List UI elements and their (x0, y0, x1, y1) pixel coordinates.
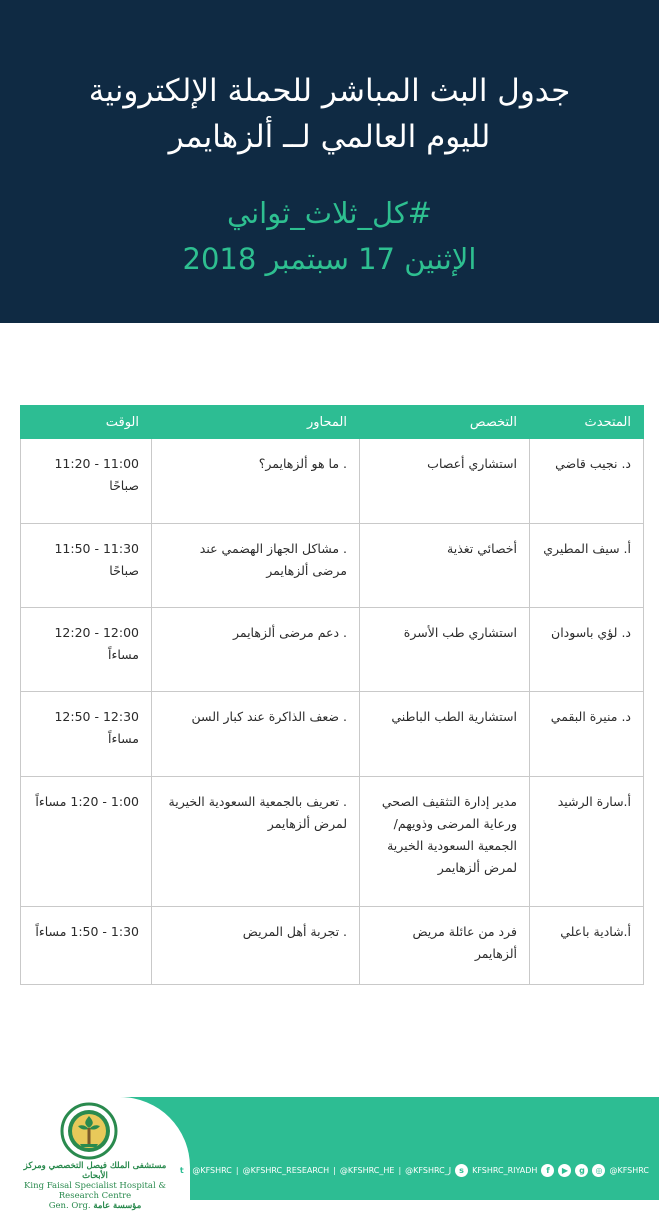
hospital-logo-icon (60, 1102, 118, 1160)
specialty-cell: استشارية الطب الباطني (360, 692, 530, 777)
time-cell: 11:30 - 11:50 صباحًا (21, 524, 152, 608)
time-cell: 12:00 - 12:20 مساءاً (21, 608, 152, 692)
time-cell: 1:30 - 1:50 مساءاً (21, 907, 152, 985)
table-row (21, 777, 644, 907)
header-speaker: المتحدث (530, 406, 644, 439)
topic-cell: . تعريف بالجمعية السعودية الخيرية لمرض ألزهايمر (152, 777, 360, 907)
logo-english-name: King Faisal Specialist Hospital & Research Centre (24, 1181, 166, 1201)
speaker-cell: د. نجيب قاضي (530, 439, 644, 524)
time-cell: 11:00 - 11:20 صباحًا (21, 439, 152, 524)
specialty-cell: مدير إدارة التثقيف الصحي ورعاية المرضى وذويهم/الجمعية السعودية الخيرية لمرض ألزهايمر (360, 777, 530, 907)
logo-arabic-name: مستشفى الملك فيصل التخصصي ومركز الأبحاث (23, 1161, 167, 1181)
subtitle-block (0, 190, 659, 282)
specialty-cell: أخصائي تغذية (360, 524, 530, 608)
title-line-1: جدول البث المباشر للحملة الإلكترونية (88, 73, 571, 109)
speaker-cell: أ.سارة الرشيد (530, 777, 644, 907)
logo-org-arabic: مؤسسة عامة (93, 1201, 142, 1211)
topic-cell: . مشاكل الجهاز الهضمي عند مرضى ألزهايمر (152, 524, 360, 608)
instagram-icon[interactable]: ◎ (592, 1164, 605, 1177)
topic-cell: . ضعف الذاكرة عند كبار السن (152, 692, 360, 777)
speaker-cell: د. لؤي باسودان (530, 608, 644, 692)
table-row (21, 907, 644, 985)
main-handle[interactable]: @KFSHRC (609, 1165, 649, 1175)
topic-cell: . ما هو ألزهايمر؟ (152, 439, 360, 524)
title-line-2: لليوم العالمي لــ ألزهايمر (168, 119, 491, 155)
logo-org: Gen. Org. (48, 1201, 91, 1211)
header-banner (0, 0, 659, 323)
table-row (21, 608, 644, 692)
time-cell: 12:30 - 12:50 مساءاً (21, 692, 152, 777)
table-row (21, 439, 644, 524)
title-block (0, 68, 659, 160)
table-row (21, 524, 644, 608)
twitter-handle[interactable]: @KFSHRC_RESEARCH (242, 1165, 330, 1175)
event-date: الإثنين 17 سبتمبر 2018 (182, 242, 477, 276)
facebook-icon[interactable]: f (541, 1164, 554, 1177)
twitter-handle[interactable]: @KFSHRC_J (405, 1165, 452, 1175)
separator: | (235, 1165, 239, 1175)
youtube-icon[interactable]: ▶ (558, 1164, 571, 1177)
table-header-row (21, 406, 644, 439)
topic-cell: . تجربة أهل المريض (152, 907, 360, 985)
speaker-cell: د. منيرة البقمي (530, 692, 644, 777)
speaker-cell: أ. سيف المطيري (530, 524, 644, 608)
header-time: الوقت (21, 406, 152, 439)
separator: | (398, 1165, 402, 1175)
riyadh-handle[interactable]: KFSHRC_RIYADH (472, 1165, 538, 1175)
header-topics: المحاور (152, 406, 360, 439)
time-cell: 1:00 - 1:20 مساءاً (21, 777, 152, 907)
separator: | (333, 1165, 336, 1175)
social-links (175, 1161, 649, 1179)
specialty-cell: استشاري طب الأسرة (360, 608, 530, 692)
topic-cell: . دعم مرضى ألزهايمر (152, 608, 360, 692)
schedule-table (20, 405, 644, 985)
snapchat-icon[interactable]: s (455, 1164, 468, 1177)
twitter-handle[interactable]: @KFSHRC_HE (339, 1165, 395, 1175)
google-plus-icon[interactable]: g (575, 1164, 588, 1177)
specialty-cell: استشاري أعصاب (360, 439, 530, 524)
speaker-cell: أ.شادية باعلي (530, 907, 644, 985)
specialty-cell: فرد من عائلة مريض ألزهايمر (360, 907, 530, 985)
twitter-icon[interactable]: t (175, 1164, 188, 1177)
header-specialty: التخصص (360, 406, 530, 439)
twitter-handle[interactable]: @KFSHRC (192, 1165, 232, 1175)
hashtag: #كل_ثلاث_ثواني (226, 196, 433, 230)
hospital-logo-text (10, 1161, 180, 1211)
table-row (21, 692, 644, 777)
